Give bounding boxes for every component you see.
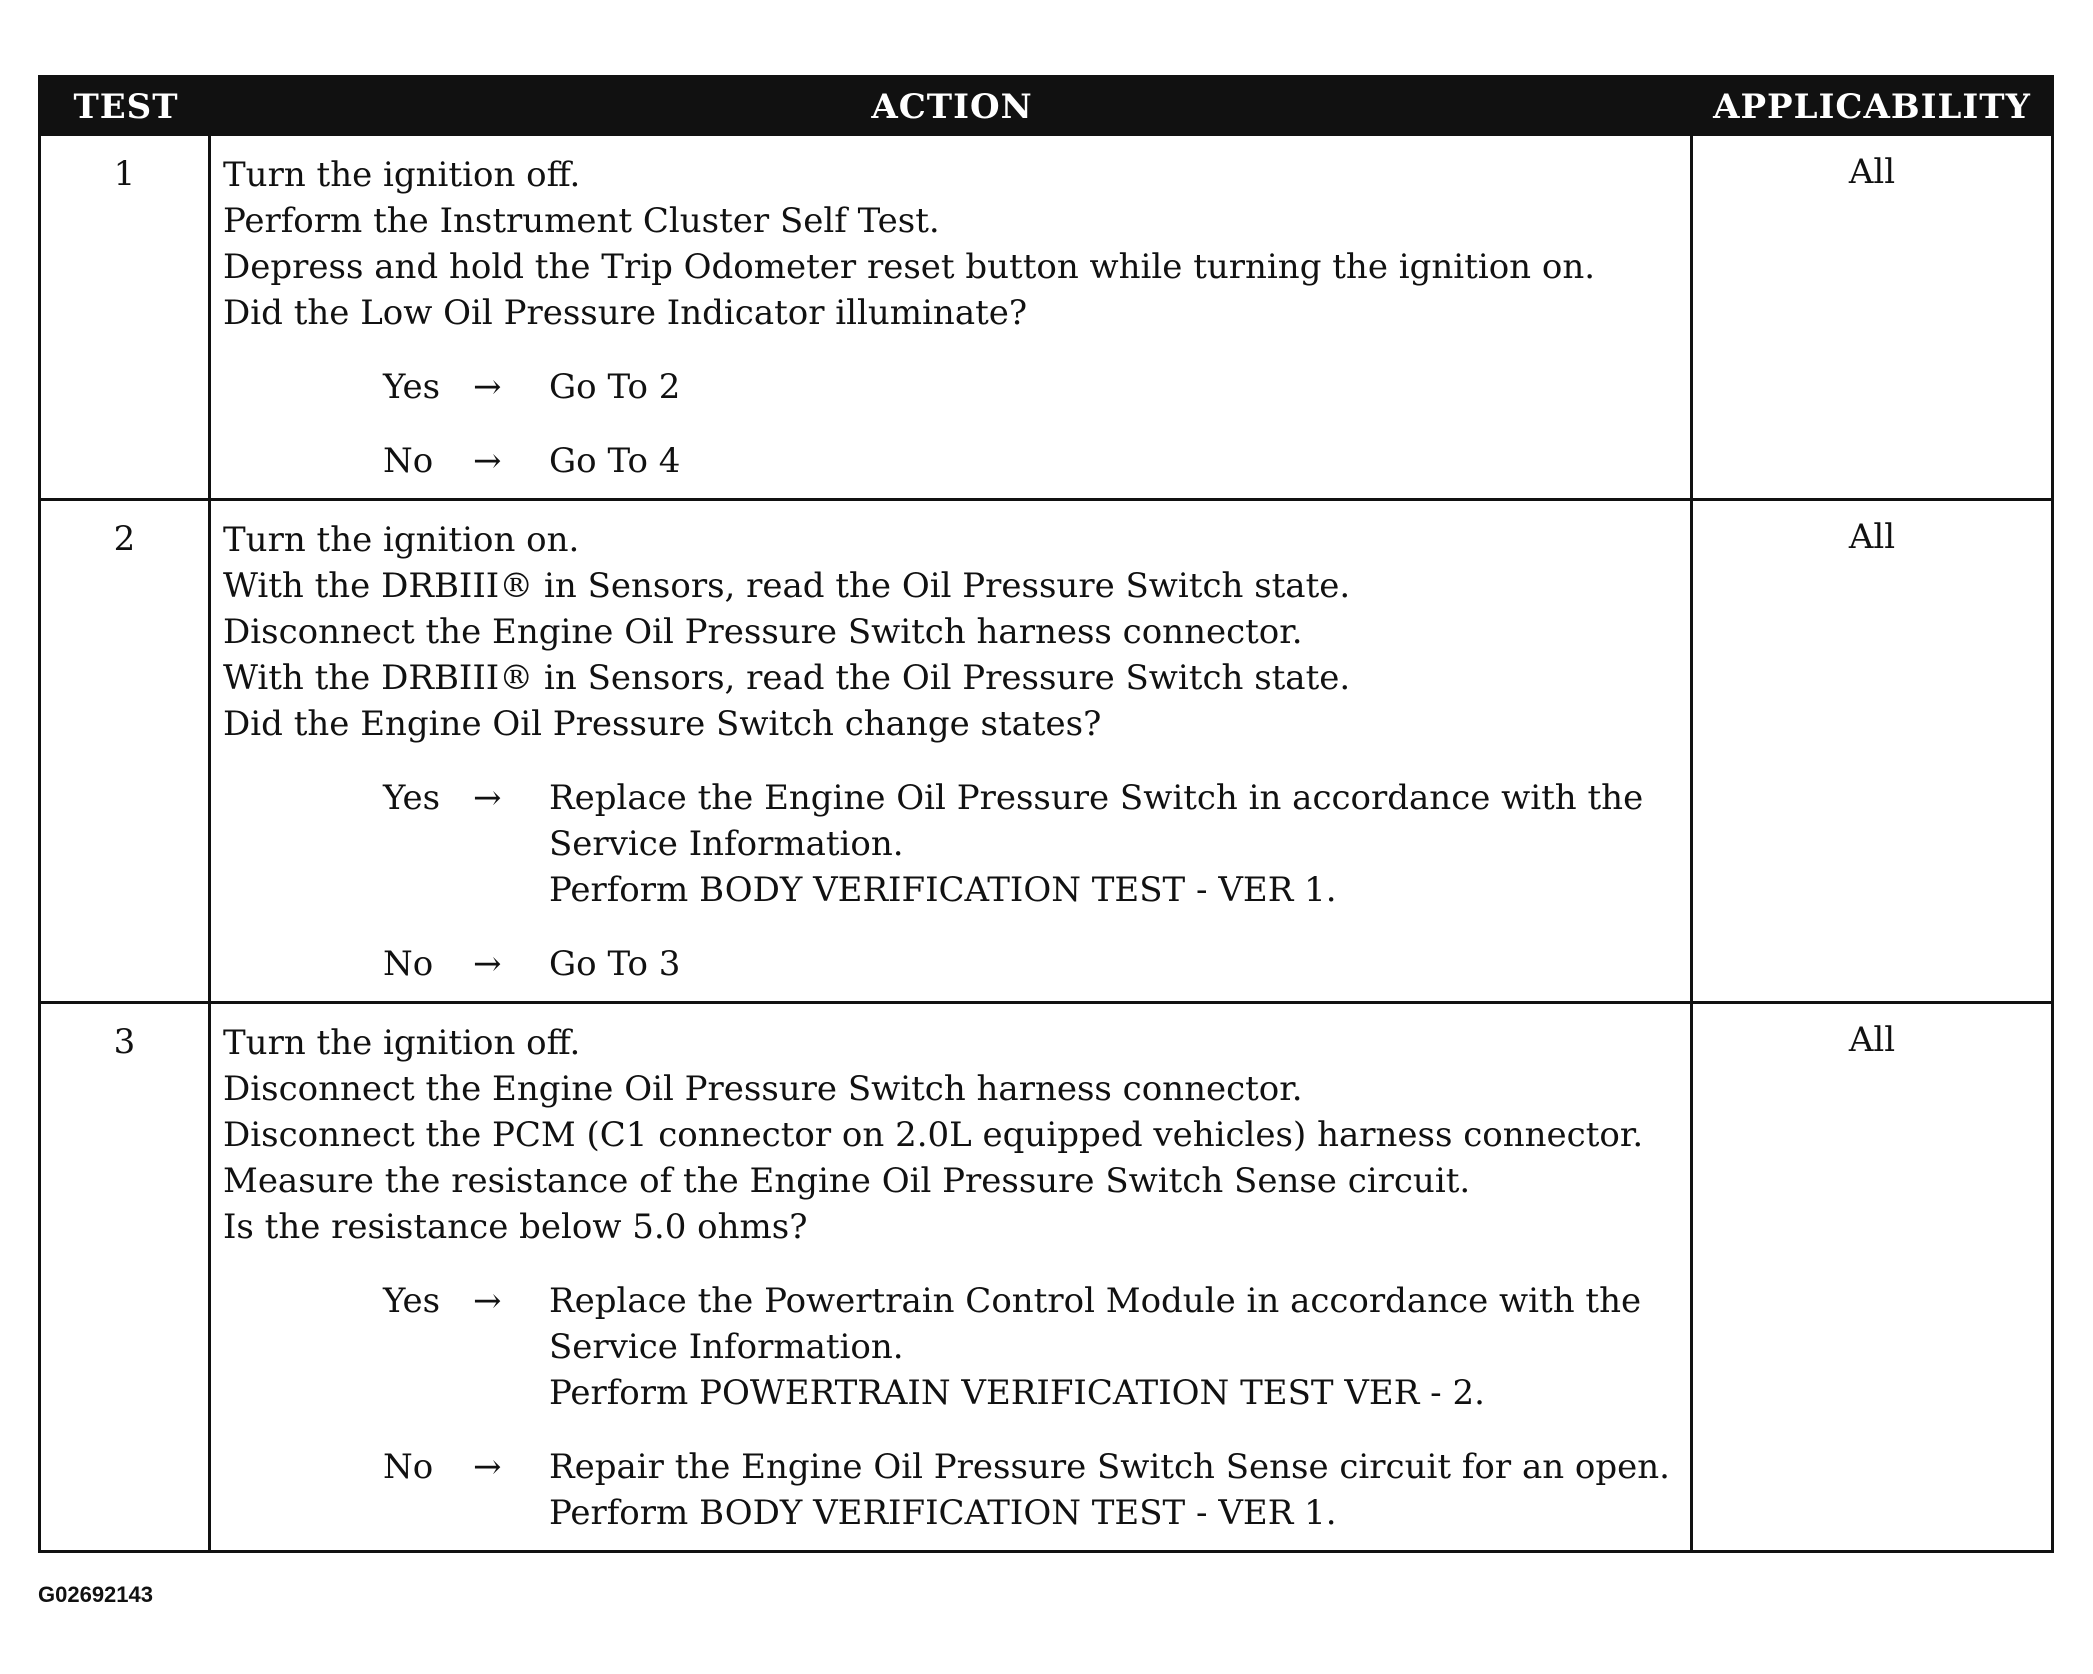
result-branch: [223, 1444, 1682, 1536]
arrow-right-icon: →: [473, 441, 502, 481]
action-step: Measure the resistance of the Engine Oil Pressure Switch Sense circuit.: [223, 1161, 1471, 1201]
action-step: Did the Low Oil Pressure Indicator illuminate?: [223, 293, 1028, 333]
action-step: Disconnect the Engine Oil Pressure Switch harness connector.: [223, 612, 1303, 652]
result-branch: [223, 438, 1682, 484]
result-line: Go To 4: [549, 441, 681, 481]
table-row: [41, 136, 2051, 498]
result-line: Perform BODY VERIFICATION TEST - VER 1.: [549, 1493, 1337, 1533]
action-step: With the DRBIII® in Sensors, read the Oil Pressure Switch state.: [223, 566, 1351, 606]
action-cell: [211, 1004, 1693, 1550]
action-step: Disconnect the Engine Oil Pressure Switch harness connector.: [223, 1069, 1303, 1109]
result-action: [549, 775, 1682, 913]
action-step: Did the Engine Oil Pressure Switch change states?: [223, 704, 1102, 744]
action-step: Turn the ignition off.: [223, 1023, 581, 1063]
action-cell: [211, 136, 1693, 498]
action-step: With the DRBIII® in Sensors, read the Oil Pressure Switch state.: [223, 658, 1351, 698]
result-action: [549, 941, 1682, 987]
result-label: Yes: [383, 1281, 441, 1321]
arrow-right-icon: →: [473, 944, 502, 984]
action-step: Perform the Instrument Cluster Self Test.: [223, 201, 940, 241]
test-number: 1: [41, 136, 211, 498]
table-body: [41, 136, 2051, 1550]
table-row: [41, 498, 2051, 1001]
action-step: Turn the ignition off.: [223, 155, 581, 195]
action-step: Is the resistance below 5.0 ohms?: [223, 1207, 808, 1247]
applicability-value: All: [1848, 152, 1896, 192]
diagnostic-test-table: [38, 75, 2054, 1553]
arrow-right-icon: →: [473, 1447, 502, 1487]
result-label: No: [383, 1447, 434, 1487]
header-applicability: APPLICABILITY: [1713, 87, 2031, 127]
result-line: Perform POWERTRAIN VERIFICATION TEST VER - 2.: [549, 1373, 1485, 1413]
result-line: Replace the Engine Oil Pressure Switch in accordance with the: [549, 778, 1644, 818]
result-action: [549, 438, 1682, 484]
header-action: ACTION: [871, 87, 1033, 127]
action-step: Turn the ignition on.: [223, 520, 580, 560]
result-branch: [223, 775, 1682, 913]
applicability-value: All: [1848, 1020, 1896, 1060]
result-label: No: [383, 441, 434, 481]
arrow-right-icon: →: [473, 778, 502, 818]
result-branch: [223, 941, 1682, 987]
result-action: [549, 1278, 1682, 1416]
result-label: Yes: [383, 778, 441, 818]
arrow-right-icon: →: [473, 1281, 502, 1321]
result-branch: [223, 1278, 1682, 1416]
applicability-value: All: [1848, 517, 1896, 557]
result-line: Go To 3: [549, 944, 681, 984]
result-line: Service Information.: [549, 1327, 904, 1367]
result-line: Perform BODY VERIFICATION TEST - VER 1.: [549, 870, 1337, 910]
header-test: TEST: [73, 87, 179, 127]
result-line: Service Information.: [549, 824, 904, 864]
result-label: No: [383, 944, 434, 984]
result-label: Yes: [383, 367, 441, 407]
action-step: Disconnect the PCM (C1 connector on 2.0L equipped vehicles) harness connector.: [223, 1115, 1644, 1155]
result-action: [549, 364, 1682, 410]
result-action: [549, 1444, 1682, 1536]
action-cell: [211, 501, 1693, 1001]
table-row: [41, 1001, 2051, 1550]
table-header: [41, 78, 2051, 136]
test-number: 2: [41, 501, 211, 1001]
figure-code: G02692143: [38, 1582, 153, 1607]
result-line: Go To 2: [549, 367, 681, 407]
result-branch: [223, 364, 1682, 410]
result-line: Replace the Powertrain Control Module in accordance with the: [549, 1281, 1642, 1321]
test-number: 3: [41, 1004, 211, 1550]
action-step: Depress and hold the Trip Odometer reset button while turning the ignition on.: [223, 247, 1596, 287]
arrow-right-icon: →: [473, 367, 502, 407]
result-line: Repair the Engine Oil Pressure Switch Sense circuit for an open.: [549, 1447, 1670, 1487]
